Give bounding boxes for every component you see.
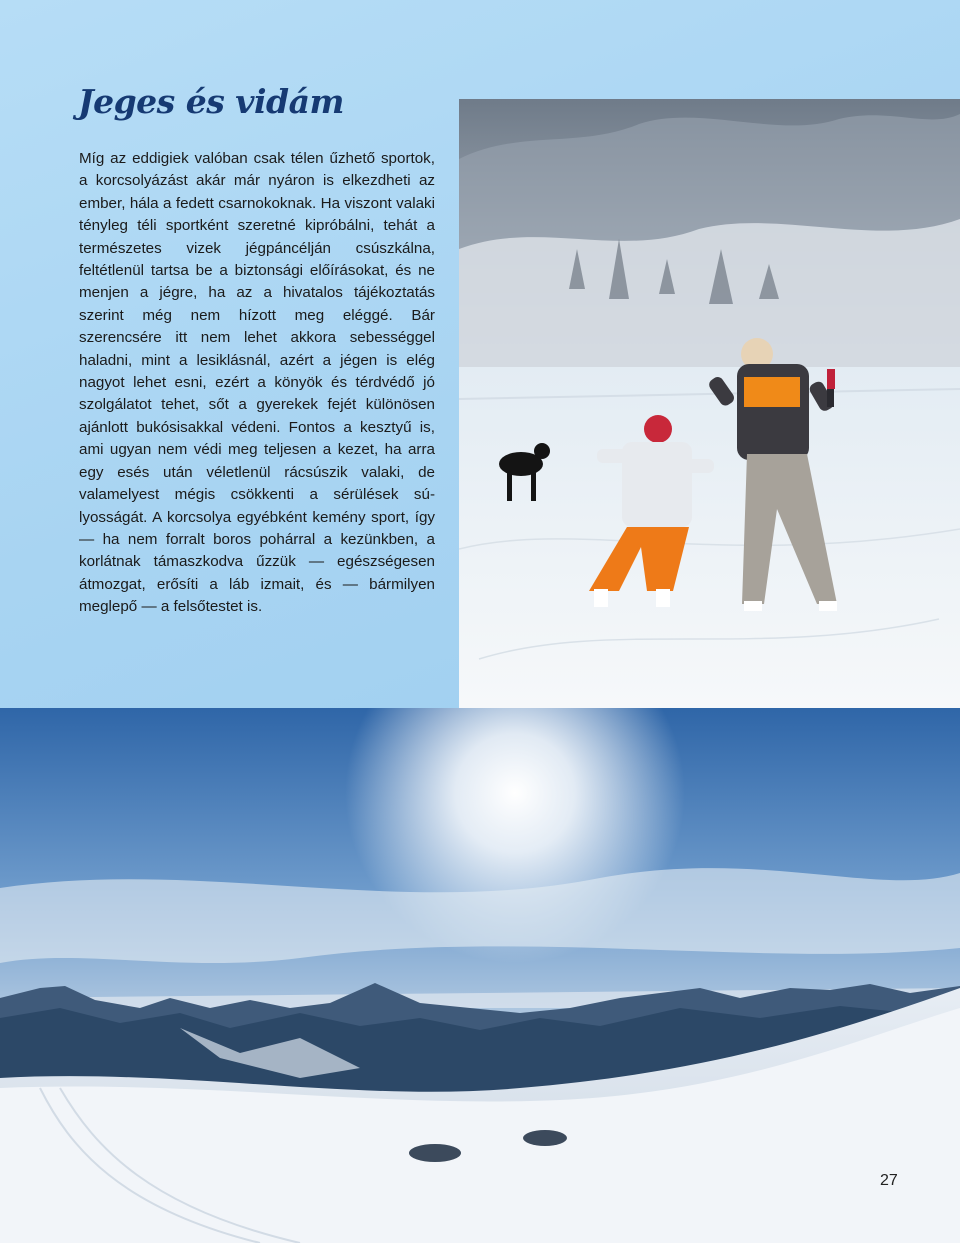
skating-photo xyxy=(459,99,960,708)
page-number: 27 xyxy=(880,1172,898,1189)
page-title: Jeges és vidám xyxy=(78,82,344,121)
mountain-panorama-photo xyxy=(0,708,960,1243)
article-body: Míg az eddigiek valóban csak télen űzhető sportok, a korcsolyázást akár már nyáron is elkezdheti az ember, hála a fedett csarnokoknak. Ha viszont valaki tényleg téli sportként szeretné kipróbálni, tehát a természetes vizek jégpáncélján csúszkálna, feltétlenül tartsa be a biztonsági előírásokat, és ne menjen a jégre, ha az a hivatalos tájékoztatás szerint még nem hízott meg eléggé. Bár szerencsére itt nem lehet akkora sebességgel haladni, mint a lesiklásnál, azért a jégen is elég nagyot lehet esni, ezért a könyök és térdvédő jó szolgálatot tehet, sőt a gyerekek fejét különösen ajánlott bukósisakkal védeni. Fontos a kesztyű is, ami ugyan nem védi meg teljesen a kezet, ha arra egy esés után véletlenül rácsúszik valaki, de valamelyest mégis csökkenti a sérülések súlyosságát. A korcsolya egyébként kemény sport, így — ha nem forralt boros pohárral a kezünkben, a korlátnak támaszkodva űzzük — egészségesen átmozgat, erősíti a láb izmait, és — bármilyen meglepő — a felsőtestet is. xyxy=(79,150,435,616)
